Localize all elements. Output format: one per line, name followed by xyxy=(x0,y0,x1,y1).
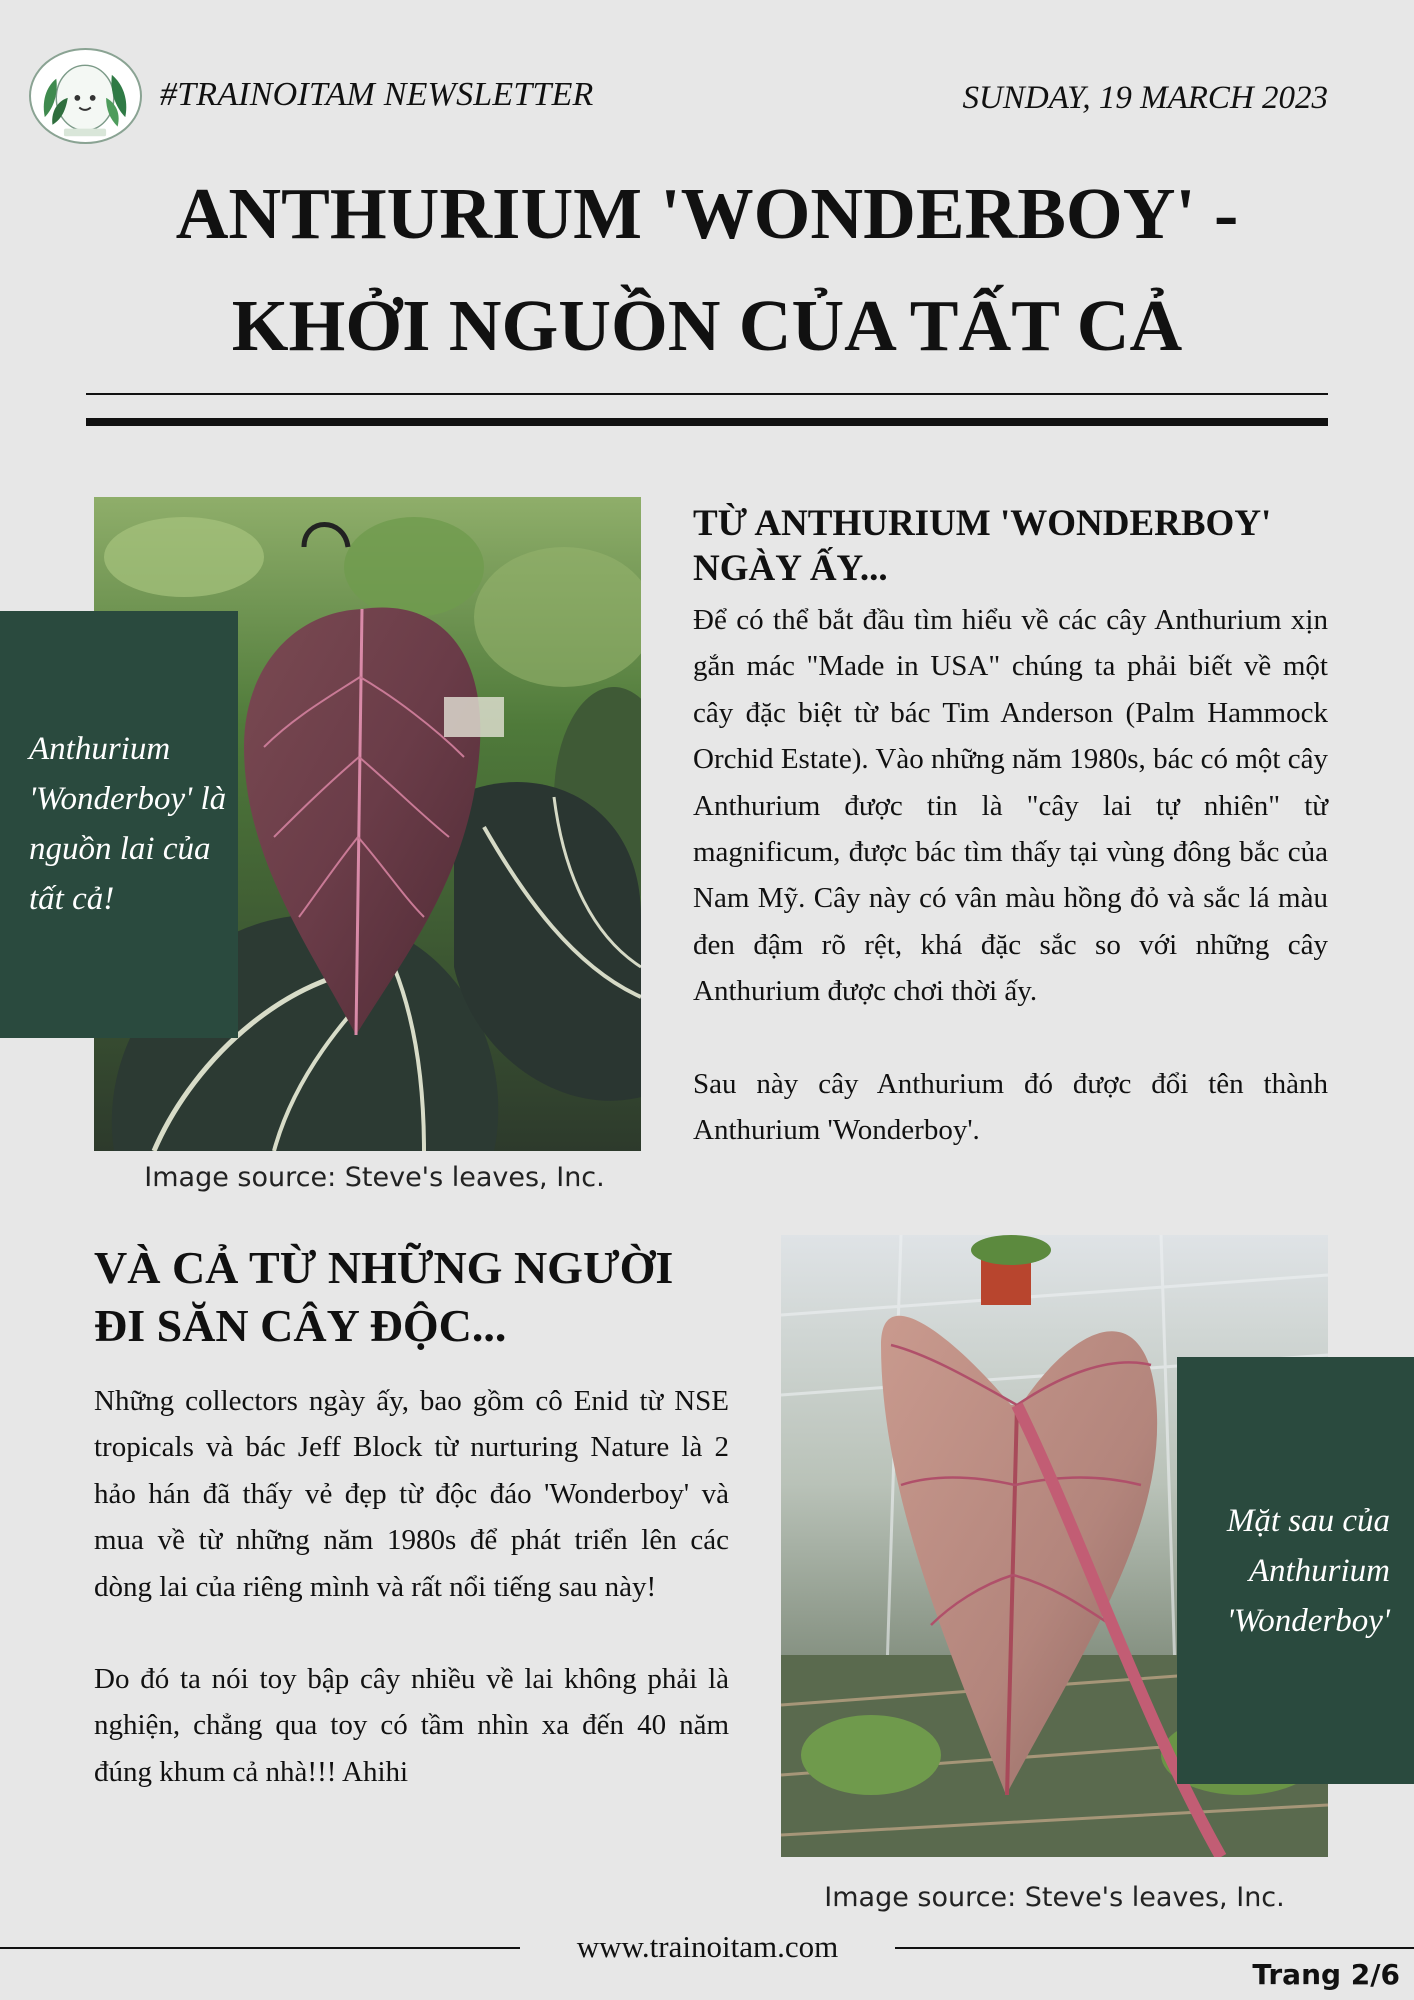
section2-paragraph-1: Những collectors ngày ấy, bao gồm cô Enid từ NSE tropicals và bác Jeff Block từ nurturing Nature là 2 hảo hán đã thấy vẻ đẹp từ độc đáo 'Wonderboy' và mua về từ những năm 1980s để phát triển lên các dòng lai của riêng mình và rất nổi tiếng sau này! xyxy=(94,1385,729,1603)
section1-body xyxy=(693,597,1328,1153)
section2-heading xyxy=(94,1239,734,1355)
photo-overlay-caption-1: Anthurium 'Wonderboy' là nguồn lai của tất cả! xyxy=(0,611,238,1038)
image-source-caption-1: Image source: Steve's leaves, Inc. xyxy=(144,1162,605,1193)
photo-overlay-caption-2: Mặt sau của Anthurium 'Wonderboy' xyxy=(1177,1357,1414,1784)
image-source-caption-2: Image source: Steve's leaves, Inc. xyxy=(824,1882,1285,1913)
page-number: Trang 2/6 xyxy=(1252,1958,1400,1991)
section1-heading: TỪ ANTHURIUM 'WONDERBOY' NGÀY ẤY... xyxy=(693,503,1272,589)
section2-heading-line-2: ĐI SĂN CÂY ĐỘC... xyxy=(94,1300,507,1351)
title-rule-thin xyxy=(86,393,1328,395)
title-line-1: ANTHURIUM 'WONDERBOY' - xyxy=(175,173,1239,254)
section1-paragraph-2: Sau này cây Anthurium đó được đổi tên thành Anthurium 'Wonderboy'. xyxy=(693,1067,1328,1147)
footer-rule-right xyxy=(895,1947,1414,1949)
section2-paragraph-2: Do đó ta nói toy bập cây nhiều về lai không phải là nghiện, chẳng qua toy có tầm nhìn xa đến 40 năm đúng khum cả nhà!!! Ahihi xyxy=(94,1663,729,1788)
footer-rule-left xyxy=(0,1947,520,1949)
website-link[interactable]: www.trainoitam.com xyxy=(576,1929,839,1964)
newsletter-brand: #TRAINOITAM NEWSLETTER xyxy=(160,76,594,113)
title-line-2: KHỞI NGUỒN CỦA TẤT CẢ xyxy=(231,285,1183,366)
issue-date: SUNDAY, 19 MARCH 2023 xyxy=(962,80,1328,116)
newsletter-logo xyxy=(29,48,142,144)
title-rule-thick xyxy=(86,418,1328,426)
page-title xyxy=(86,158,1328,382)
section2-body xyxy=(94,1378,729,1795)
section2-heading-line-1: VÀ CẢ TỪ NHỮNG NGƯỜI xyxy=(94,1242,674,1293)
section1-paragraph-1: Để có thể bắt đầu tìm hiểu về các cây Anthurium xịn gắn mác "Made in USA" chúng ta phải biết về một cây đặc biệt từ bác Tim Anderson (Palm Hammock Orchid Estate). Vào những năm 1980s, bác có một cây Anthurium được tin là "cây lai tự nhiên" từ magnificum, được bác tìm thấy tại vùng đông bắc của Nam Mỹ. Cây này có vân màu hồng đỏ và sắc lá màu đen đậm rõ rệt, khá đặc sắc so với những cây Anthurium được chơi thời ấy. xyxy=(693,604,1328,1008)
